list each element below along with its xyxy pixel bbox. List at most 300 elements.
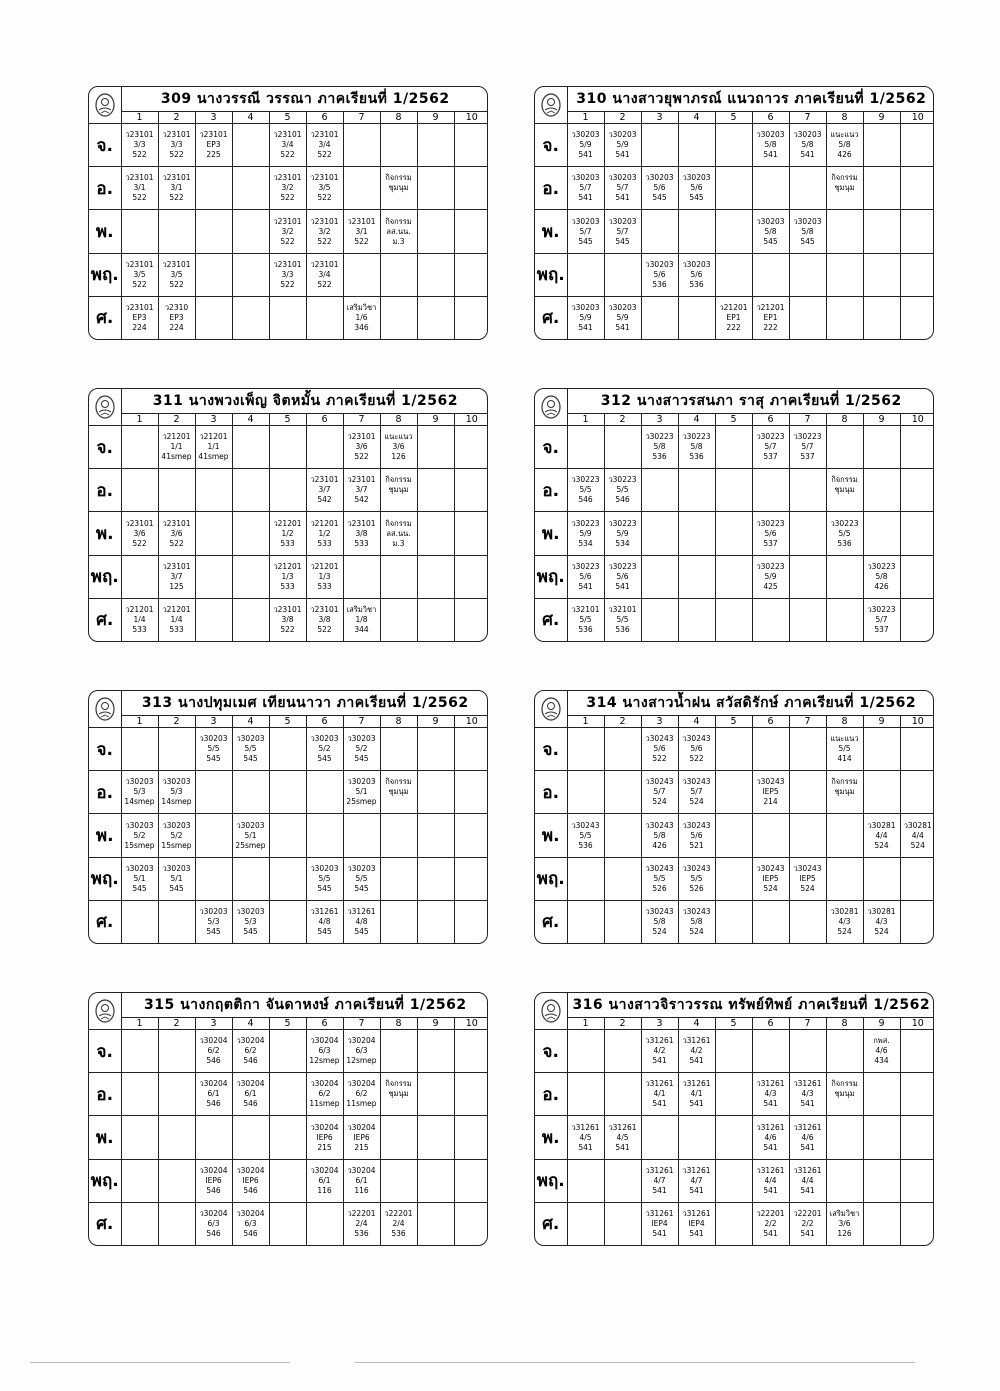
class-group: 3/6 bbox=[133, 528, 146, 538]
class-entry bbox=[568, 562, 604, 592]
period-cell bbox=[380, 253, 417, 296]
class-group: 5/8 bbox=[875, 571, 888, 581]
class-entry bbox=[605, 130, 641, 160]
room-number: 346 bbox=[354, 322, 369, 332]
class-entry bbox=[568, 303, 604, 333]
course-code: ว30203 bbox=[310, 734, 339, 744]
class-group: 4/3 bbox=[764, 1089, 777, 1099]
class-entry bbox=[679, 1036, 715, 1066]
class-entry bbox=[233, 1036, 269, 1066]
period-cell bbox=[343, 296, 380, 339]
course-code: ว21201 bbox=[125, 604, 154, 614]
class-entry bbox=[679, 864, 715, 894]
period-cell bbox=[715, 814, 752, 857]
period-cell bbox=[752, 857, 789, 900]
course-code: เสริมวิชา bbox=[346, 604, 377, 614]
day-label: พฤ. bbox=[89, 857, 121, 900]
period-cell bbox=[567, 728, 604, 771]
period-cell bbox=[567, 124, 604, 167]
course-code: ว30281 bbox=[867, 906, 896, 916]
class-entry bbox=[159, 821, 195, 851]
period-cell bbox=[232, 1159, 269, 1202]
period-cell bbox=[343, 814, 380, 857]
course-code: ว23101 bbox=[125, 173, 154, 183]
room-number: 426 bbox=[837, 150, 852, 160]
room-number: 541 bbox=[615, 1142, 630, 1152]
class-group: 5/9 bbox=[616, 140, 629, 150]
period-cell bbox=[826, 469, 863, 512]
period-cell bbox=[232, 555, 269, 598]
class-group: 5/6 bbox=[653, 183, 666, 193]
course-code: ว23101 bbox=[162, 130, 191, 140]
course-code: ว30223 bbox=[608, 475, 637, 485]
class-group: 4/4 bbox=[801, 1175, 814, 1185]
period-cell bbox=[863, 1116, 900, 1159]
class-entry bbox=[642, 821, 678, 851]
course-code: ว23101 bbox=[310, 173, 339, 183]
class-group: ชุมนุม bbox=[388, 485, 409, 495]
day-label: อ. bbox=[89, 771, 121, 814]
period-cell bbox=[715, 1159, 752, 1202]
period-cell bbox=[752, 771, 789, 814]
period-cell bbox=[306, 900, 343, 943]
period-cell bbox=[454, 814, 488, 857]
course-code: ว30223 bbox=[756, 432, 785, 442]
course-code: ว30204 bbox=[236, 1036, 265, 1046]
class-group: 6/2 bbox=[318, 1089, 331, 1099]
course-code: ว30243 bbox=[571, 820, 600, 830]
period-cell bbox=[752, 814, 789, 857]
class-group: 5/8 bbox=[690, 916, 703, 926]
class-entry bbox=[270, 173, 306, 203]
class-group: 1/6 bbox=[355, 312, 368, 322]
class-group: 3/2 bbox=[281, 183, 294, 193]
card-title: 315 นางกฤตติกา จันดาหงษ์ ภาคเรียนที่ 1/2562 bbox=[121, 993, 488, 1018]
period-cell bbox=[789, 1202, 826, 1245]
room-number: 116 bbox=[354, 1185, 369, 1195]
period-cell bbox=[417, 426, 454, 469]
room-number: 15smep bbox=[124, 840, 155, 850]
course-code: ว31261 bbox=[645, 1208, 674, 1218]
class-group: 1/1 bbox=[170, 442, 183, 452]
class-group: 6/3 bbox=[207, 1218, 220, 1228]
period-cell bbox=[715, 124, 752, 167]
day-label: พฤ. bbox=[89, 1159, 121, 1202]
class-group: 5/5 bbox=[355, 873, 368, 883]
day-label: ศ. bbox=[535, 296, 567, 339]
period-cell bbox=[417, 469, 454, 512]
period-cell bbox=[232, 469, 269, 512]
period-cell bbox=[752, 426, 789, 469]
course-code: ว23101 bbox=[125, 302, 154, 312]
period-cell bbox=[678, 555, 715, 598]
class-entry bbox=[196, 432, 232, 462]
room-number: 542 bbox=[354, 495, 369, 505]
room-number: 533 bbox=[280, 581, 295, 591]
period-cell bbox=[232, 253, 269, 296]
room-number: 414 bbox=[837, 754, 852, 764]
class-group: 5/5 bbox=[579, 614, 592, 624]
room-number: 536 bbox=[689, 279, 704, 289]
period-cell bbox=[343, 426, 380, 469]
period-cell bbox=[380, 1202, 417, 1245]
period-cell bbox=[269, 900, 306, 943]
course-code: ว30223 bbox=[571, 518, 600, 528]
course-code: ว30223 bbox=[756, 561, 785, 571]
class-entry bbox=[753, 1079, 789, 1109]
period-header: 7 bbox=[343, 112, 380, 124]
period-cell bbox=[269, 253, 306, 296]
period-cell bbox=[826, 210, 863, 253]
period-cell bbox=[641, 210, 678, 253]
class-entry bbox=[344, 217, 380, 247]
course-code: เสริมวิชา bbox=[346, 302, 377, 312]
period-header: 3 bbox=[195, 414, 232, 426]
class-group: 4/3 bbox=[838, 916, 851, 926]
card-title: 313 นางปทุมเมศ เทียนนาวา ภาคเรียนที่ 1/2562 bbox=[121, 691, 488, 716]
room-number: 541 bbox=[800, 1185, 815, 1195]
period-cell bbox=[158, 1073, 195, 1116]
timetable bbox=[89, 87, 488, 339]
room-number: 522 bbox=[169, 150, 184, 160]
room-number: 126 bbox=[391, 452, 406, 462]
room-number: 425 bbox=[763, 581, 778, 591]
period-header: 7 bbox=[789, 414, 826, 426]
period-cell bbox=[158, 167, 195, 210]
card-title: 310 นางสาวยุพาภรณ์ แนวถาวร ภาคเรียนที่ 1/2562 bbox=[567, 87, 934, 112]
room-number: 545 bbox=[206, 926, 221, 936]
period-cell bbox=[417, 253, 454, 296]
room-number: 524 bbox=[689, 926, 704, 936]
day-label: พฤ. bbox=[89, 253, 121, 296]
class-entry bbox=[344, 1209, 380, 1239]
teacher-schedule-card bbox=[534, 388, 934, 642]
room-number: 522 bbox=[354, 236, 369, 246]
period-cell bbox=[604, 426, 641, 469]
room-number: 545 bbox=[652, 193, 667, 203]
class-group: 6/2 bbox=[207, 1046, 220, 1056]
period-cell bbox=[789, 598, 826, 641]
class-group: 4/4 bbox=[764, 1175, 777, 1185]
school-crest-icon bbox=[92, 998, 118, 1024]
room-number: 541 bbox=[800, 1142, 815, 1152]
day-label: อ. bbox=[535, 771, 567, 814]
period-cell bbox=[863, 771, 900, 814]
class-entry bbox=[605, 519, 641, 549]
period-cell bbox=[789, 1073, 826, 1116]
period-header: 2 bbox=[158, 112, 195, 124]
period-cell bbox=[826, 167, 863, 210]
class-entry bbox=[642, 1209, 678, 1239]
room-number: 524 bbox=[763, 883, 778, 893]
class-entry bbox=[568, 519, 604, 549]
room-number: 344 bbox=[354, 624, 369, 634]
course-code: กิจกรรม bbox=[831, 475, 858, 485]
class-entry bbox=[307, 519, 343, 549]
period-cell bbox=[678, 210, 715, 253]
class-entry bbox=[159, 260, 195, 290]
class-group: 5/7 bbox=[579, 183, 592, 193]
room-number: 541 bbox=[689, 1099, 704, 1109]
class-group: ชุมนุม bbox=[388, 787, 409, 797]
period-header: 10 bbox=[900, 112, 934, 124]
class-entry bbox=[827, 519, 863, 549]
room-number: 541 bbox=[689, 1228, 704, 1238]
period-header: 9 bbox=[417, 112, 454, 124]
room-number bbox=[827, 495, 863, 505]
class-entry bbox=[605, 605, 641, 635]
period-cell bbox=[567, 857, 604, 900]
period-cell bbox=[900, 1030, 934, 1073]
room-number: 546 bbox=[206, 1056, 221, 1066]
class-entry bbox=[159, 519, 195, 549]
class-group: 3/4 bbox=[281, 140, 294, 150]
day-label: อ. bbox=[535, 1073, 567, 1116]
period-cell bbox=[604, 857, 641, 900]
period-cell bbox=[789, 857, 826, 900]
period-cell bbox=[417, 210, 454, 253]
period-cell bbox=[826, 771, 863, 814]
day-label: พ. bbox=[89, 512, 121, 555]
logo-cell bbox=[89, 389, 121, 426]
course-code: กพส. bbox=[873, 1036, 890, 1046]
room-number: 25smep bbox=[346, 797, 377, 807]
class-entry bbox=[679, 1166, 715, 1196]
period-cell bbox=[195, 728, 232, 771]
class-group: 6/2 bbox=[244, 1046, 257, 1056]
period-cell bbox=[752, 1030, 789, 1073]
course-code: ว2310 bbox=[164, 302, 189, 312]
card-title: 316 นางสาวจิราวรรณ ทรัพย์ทิพย์ ภาคเรียนที่ 1/2562 bbox=[567, 993, 934, 1018]
course-code: ว22201 bbox=[756, 1208, 785, 1218]
period-header: 1 bbox=[567, 716, 604, 728]
period-header: 2 bbox=[604, 112, 641, 124]
period-cell bbox=[232, 1073, 269, 1116]
class-entry bbox=[642, 734, 678, 764]
class-entry bbox=[753, 130, 789, 160]
period-cell bbox=[567, 1159, 604, 1202]
period-cell bbox=[454, 900, 488, 943]
period-cell bbox=[343, 1030, 380, 1073]
period-cell bbox=[900, 296, 934, 339]
class-group: 3/6 bbox=[838, 1218, 851, 1228]
class-entry bbox=[307, 173, 343, 203]
class-group: 1/2 bbox=[281, 528, 294, 538]
class-group: 5/5 bbox=[690, 873, 703, 883]
period-cell bbox=[752, 1159, 789, 1202]
class-group: 5/7 bbox=[616, 226, 629, 236]
period-cell bbox=[121, 426, 158, 469]
period-cell bbox=[715, 771, 752, 814]
period-cell bbox=[826, 1030, 863, 1073]
class-group: 5/5 bbox=[318, 873, 331, 883]
class-group: 5/1 bbox=[133, 873, 146, 883]
class-group: 3/8 bbox=[281, 614, 294, 624]
day-label: พ. bbox=[89, 1116, 121, 1159]
class-entry bbox=[642, 260, 678, 290]
class-group: EP3 bbox=[132, 312, 147, 322]
room-number: 533 bbox=[317, 581, 332, 591]
period-cell bbox=[567, 512, 604, 555]
period-cell bbox=[306, 814, 343, 857]
period-cell bbox=[195, 1116, 232, 1159]
class-group: IEP6 bbox=[205, 1175, 222, 1185]
room-number: 537 bbox=[874, 624, 889, 634]
period-cell bbox=[826, 598, 863, 641]
class-group: 4/7 bbox=[690, 1175, 703, 1185]
class-entry bbox=[568, 821, 604, 851]
period-header: 6 bbox=[752, 1018, 789, 1030]
period-header: 6 bbox=[306, 112, 343, 124]
period-cell bbox=[454, 253, 488, 296]
class-entry bbox=[381, 475, 417, 505]
period-cell bbox=[641, 598, 678, 641]
class-entry bbox=[233, 1079, 269, 1109]
period-header: 9 bbox=[417, 414, 454, 426]
class-group: 3/7 bbox=[318, 485, 331, 495]
class-entry bbox=[790, 217, 826, 247]
period-cell bbox=[454, 469, 488, 512]
course-code: ว23101 bbox=[310, 259, 339, 269]
class-group: 5/6 bbox=[690, 183, 703, 193]
class-group: 5/6 bbox=[690, 744, 703, 754]
period-cell bbox=[121, 210, 158, 253]
day-label: ศ. bbox=[535, 900, 567, 943]
period-cell bbox=[195, 124, 232, 167]
period-header: 9 bbox=[863, 414, 900, 426]
room-number: 541 bbox=[763, 1228, 778, 1238]
day-label: อ. bbox=[535, 167, 567, 210]
period-cell bbox=[641, 124, 678, 167]
course-code: ว31261 bbox=[682, 1079, 711, 1089]
period-cell bbox=[863, 1202, 900, 1245]
day-label: ศ. bbox=[535, 1202, 567, 1245]
class-group: 5/2 bbox=[170, 830, 183, 840]
day-label: อ. bbox=[535, 469, 567, 512]
period-cell bbox=[380, 1159, 417, 1202]
class-group: 2/2 bbox=[764, 1218, 777, 1228]
period-header: 1 bbox=[567, 1018, 604, 1030]
period-header: 3 bbox=[641, 414, 678, 426]
room-number: 522 bbox=[132, 538, 147, 548]
class-entry bbox=[827, 1079, 863, 1109]
day-label: จ. bbox=[535, 426, 567, 469]
period-cell bbox=[417, 1116, 454, 1159]
class-entry bbox=[233, 734, 269, 764]
period-cell bbox=[158, 426, 195, 469]
period-header: 3 bbox=[641, 1018, 678, 1030]
period-cell bbox=[826, 124, 863, 167]
course-code: ว30203 bbox=[310, 863, 339, 873]
room-number: 522 bbox=[132, 279, 147, 289]
period-cell bbox=[715, 1202, 752, 1245]
timetable bbox=[535, 87, 934, 339]
period-cell bbox=[678, 1159, 715, 1202]
class-entry bbox=[307, 1036, 343, 1066]
period-header: 2 bbox=[604, 716, 641, 728]
class-entry bbox=[159, 562, 195, 592]
class-entry bbox=[344, 907, 380, 937]
course-code: ว23101 bbox=[347, 475, 376, 485]
period-cell bbox=[900, 253, 934, 296]
room-number: 536 bbox=[615, 624, 630, 634]
period-cell bbox=[454, 1073, 488, 1116]
class-entry bbox=[605, 303, 641, 333]
room-number bbox=[381, 1099, 417, 1109]
room-number: 546 bbox=[243, 1185, 258, 1195]
room-number: 545 bbox=[169, 883, 184, 893]
period-cell bbox=[454, 555, 488, 598]
period-cell bbox=[863, 253, 900, 296]
period-cell bbox=[232, 1116, 269, 1159]
class-entry bbox=[270, 562, 306, 592]
class-group: 6/3 bbox=[318, 1046, 331, 1056]
period-cell bbox=[121, 598, 158, 641]
period-cell bbox=[826, 728, 863, 771]
course-code: กิจกรรม bbox=[385, 173, 412, 183]
room-number: 522 bbox=[317, 236, 332, 246]
period-cell bbox=[604, 1202, 641, 1245]
course-code: ว30243 bbox=[756, 863, 785, 873]
class-entry bbox=[233, 1209, 269, 1239]
class-group: 5/5 bbox=[244, 744, 257, 754]
class-group: 5/5 bbox=[616, 614, 629, 624]
period-header: 5 bbox=[715, 414, 752, 426]
timetable bbox=[89, 389, 488, 641]
room-number: 545 bbox=[354, 926, 369, 936]
class-group: 5/2 bbox=[355, 744, 368, 754]
room-number: 522 bbox=[652, 754, 667, 764]
period-cell bbox=[678, 124, 715, 167]
room-number: 537 bbox=[763, 538, 778, 548]
period-cell bbox=[752, 598, 789, 641]
period-cell bbox=[454, 512, 488, 555]
period-cell bbox=[195, 469, 232, 512]
room-number: 541 bbox=[615, 193, 630, 203]
course-code: แนะแนว bbox=[830, 130, 859, 140]
period-cell bbox=[752, 512, 789, 555]
period-cell bbox=[678, 469, 715, 512]
room-number: 546 bbox=[243, 1056, 258, 1066]
school-crest-icon bbox=[92, 394, 118, 420]
course-code: ว31261 bbox=[682, 1208, 711, 1218]
period-cell bbox=[158, 1030, 195, 1073]
period-cell bbox=[789, 555, 826, 598]
course-code: ว30223 bbox=[830, 518, 859, 528]
class-entry bbox=[790, 864, 826, 894]
course-code: ว30203 bbox=[162, 863, 191, 873]
course-code: กิจกรรม bbox=[831, 173, 858, 183]
class-entry bbox=[864, 907, 900, 937]
period-cell bbox=[380, 512, 417, 555]
class-group: 4/1 bbox=[690, 1089, 703, 1099]
room-number: 545 bbox=[243, 754, 258, 764]
room-number: 545 bbox=[615, 236, 630, 246]
day-label: จ. bbox=[89, 426, 121, 469]
class-group: 3/3 bbox=[281, 269, 294, 279]
period-cell bbox=[195, 771, 232, 814]
class-entry bbox=[270, 217, 306, 247]
scan-edge-line bbox=[355, 1362, 915, 1363]
period-cell bbox=[752, 124, 789, 167]
class-entry bbox=[344, 303, 380, 333]
room-number: 225 bbox=[206, 150, 221, 160]
class-group: IEP5 bbox=[762, 787, 779, 797]
class-entry bbox=[753, 519, 789, 549]
period-header: 3 bbox=[195, 1018, 232, 1030]
course-code: ว30223 bbox=[756, 518, 785, 528]
class-group: 1/3 bbox=[281, 571, 294, 581]
